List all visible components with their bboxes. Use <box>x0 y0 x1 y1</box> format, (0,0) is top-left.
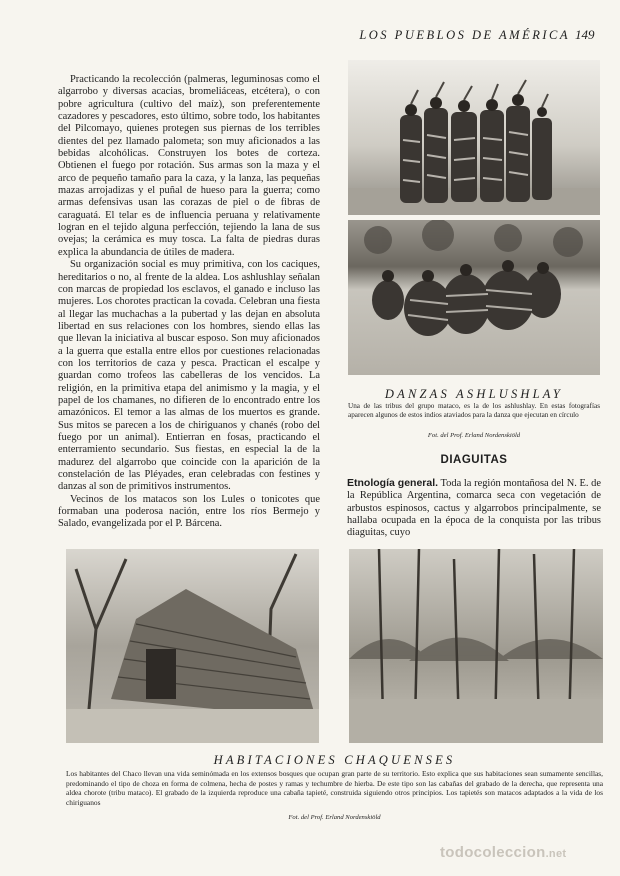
paragraph-3: Vecinos de los matacos son los Lules o tonicotes que formaban una poderosa nación, entre los ríos Bermejo y Salado, evangelizada por el P. Bárcena. <box>58 493 320 530</box>
section-heading-diaguitas: DIAGUITAS <box>440 454 508 466</box>
danzas-figure-caption: Una de las tribus del grupo mataco, es la de los ashlushlay. En estas fotografías aparecen algunos de estos indios ataviados para la danza que ejecutan en círculo <box>348 402 600 420</box>
photo-tapiete-hut <box>66 549 319 743</box>
paragraph-1: Practicando la recolección (palmeras, leguminosas como el algarrobo y diversas acacias, bromeliáceas, etcétera), o con pobre agricultura (cultivo del maíz), son preferentemente cazadores y pescadores, esto último, sobre todo, los habitantes del Pilcomayo, quienes protegen sus piernas de los terribles dientes del pez llamado palometa; son muy aficionados a las bebidas alcohólicas. Construyen los botes de corteza. Obtienen el fuego por rotación. Sus armas son la maza y el arco de pequeño tamaño para la caza, y la lanza, las pequeñas mazas arrojadizas y el puñal de hueso para la guerra; como armas defensivas usan las corazas de piel o de fibras de caraguatá. El telar es de influencia peruana y relativamente logran en el tejido alguna perfección, tejiendo la lana de sus ovejas; la cerámica es muy tosca. La falta de piedras duras explica la abundancia de útiles de madera. <box>58 74 320 258</box>
running-header: LOS PUEBLOS DE AMÉRICA <box>359 28 570 42</box>
watermark <box>440 844 566 861</box>
photo-dancers-standing <box>348 60 600 215</box>
diaguitas-paragraph <box>347 477 601 540</box>
page-number: 149 <box>575 27 595 42</box>
watermark-suffix: .net <box>545 848 567 860</box>
photo-dancers-circle <box>348 220 600 375</box>
watermark-brand: todocoleccion <box>440 844 546 861</box>
danzas-figure-credit: Fot. del Prof. Erland Nordenskiöld <box>427 432 521 439</box>
runin-heading: Etnología general. <box>347 477 439 489</box>
habitaciones-figure-title: HABITACIONES CHAQUENSES <box>213 753 456 767</box>
photo-chorote-village <box>349 549 603 743</box>
habitaciones-figure-caption: Los habitantes del Chaco llevan una vida seminómada en los extensos bosques que ocupan gran parte de su territorio. Esto explica que sus habitaciones sean sumamente sencillas, predominando el tipo de choza en forma de colmena, hecha de postes y ramas y techumbre de hierba. De este tipo son las cabañas del grabado de la derecha, que representa una aldea chorote (tribu mataco). El grabado de la izquierda reproduce una cabaña tapieté, construida siguiendo otros principios. Los tapietés son matacos adaptados a la vida de los chiriguanos <box>66 769 603 807</box>
paragraph-2: Su organización social es muy primitiva, con los caciques, hereditarios o no, al frente de la aldea. Los ashlushlay señalan con marcas de propiedad los esclavos, el ganado e incluso las mujeres. Los chorotes practican la covada. Celebran una fiesta al llegar las muchachas a la pubertad y las dejan en absoluta libertad en sus relaciones con los hombres, siendo ellas las que llevan la iniciativa al buscar esposo. Son muy aficionados a la guerra que estalla entre ellos por cuestiones relacionadas con los territorios de caza y pesca. Practican el escalpe y guardan como trofeos las cabelleras de los vencidos. La religión, en la primitiva etapa del animismo y la magia, y el papel de los chamanes, no difieren de lo encontrado entre los amazónicos. El temor a las almas de los muertos es grande. Sus mitos se parecen a los de chiriguanos y chanés (robo del fuego por un animal). Entierran en fosas, practicando el enterramiento secundario. Sus fiestas, en especial la de la madurez del algarrobo que coincide con la aparición de la constelación de las Pléyades, eran celebradas con festines y danzas al son de primitivos instrumentos. <box>58 259 320 493</box>
left-column-text <box>58 74 320 531</box>
diaguitas-text <box>347 477 601 540</box>
habitaciones-figure-credit: Fot. del Prof. Erland Nordenskiöld <box>288 814 381 821</box>
danzas-figure-title: DANZAS ASHLUSHLAY <box>384 387 564 401</box>
diaguitas-body: Toda la región montañosa del N. E. de la República Argentina, comarca seca con vegetación de arbustos espinosos, cactus y algarrobos principalmente, se hallaba ocupada en la época de la conquista por las tribus diaguitas, cuyo <box>347 478 601 539</box>
